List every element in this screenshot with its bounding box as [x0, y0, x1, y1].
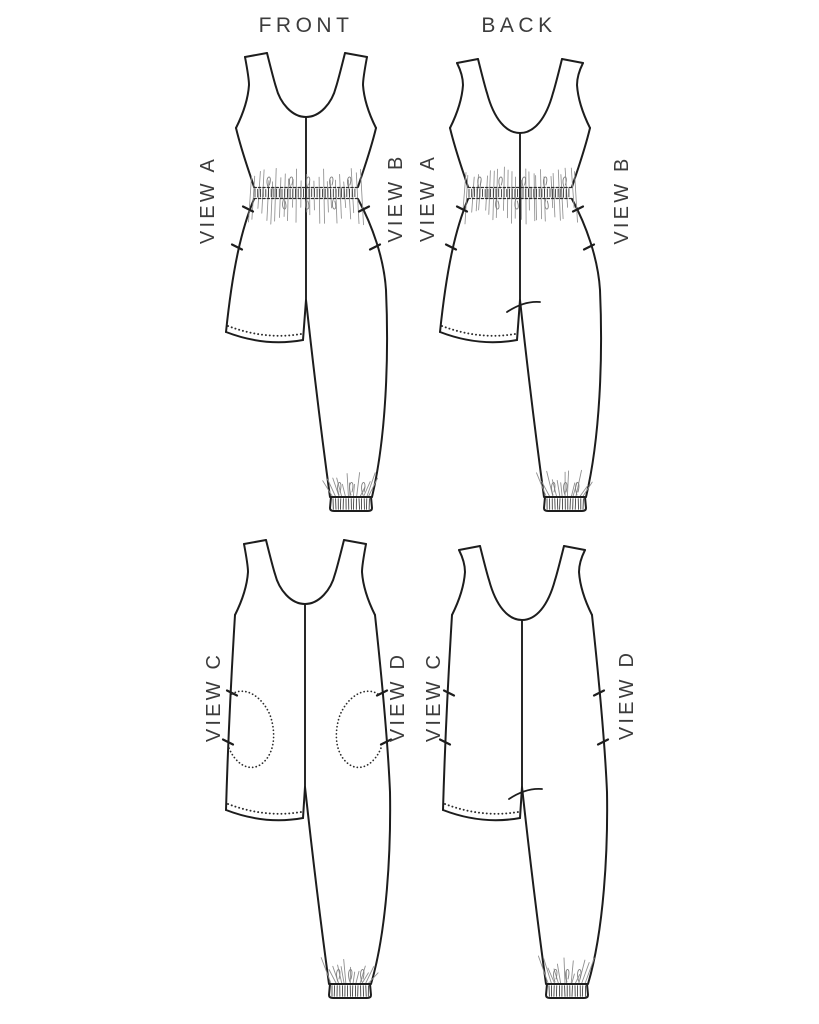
view-d-label-back: VIEW D: [616, 649, 638, 741]
flat-back-views-c-d: [440, 546, 608, 998]
front-column-label: FRONT: [258, 14, 354, 37]
flat-back-views-a-b: [440, 59, 601, 511]
view-a-label-front: VIEW A: [197, 155, 219, 245]
view-c-label-back: VIEW C: [423, 651, 445, 743]
view-c-label-front: VIEW C: [203, 651, 225, 743]
view-a-label-back: VIEW A: [417, 153, 439, 243]
back-column-label: BACK: [481, 14, 557, 37]
view-b-label-front: VIEW B: [385, 153, 407, 243]
flat-front-views-c-d: [223, 540, 391, 998]
view-b-label-back: VIEW B: [611, 155, 633, 245]
flat-front-views-a-b: [226, 53, 387, 511]
view-d-label-front: VIEW D: [387, 651, 409, 743]
